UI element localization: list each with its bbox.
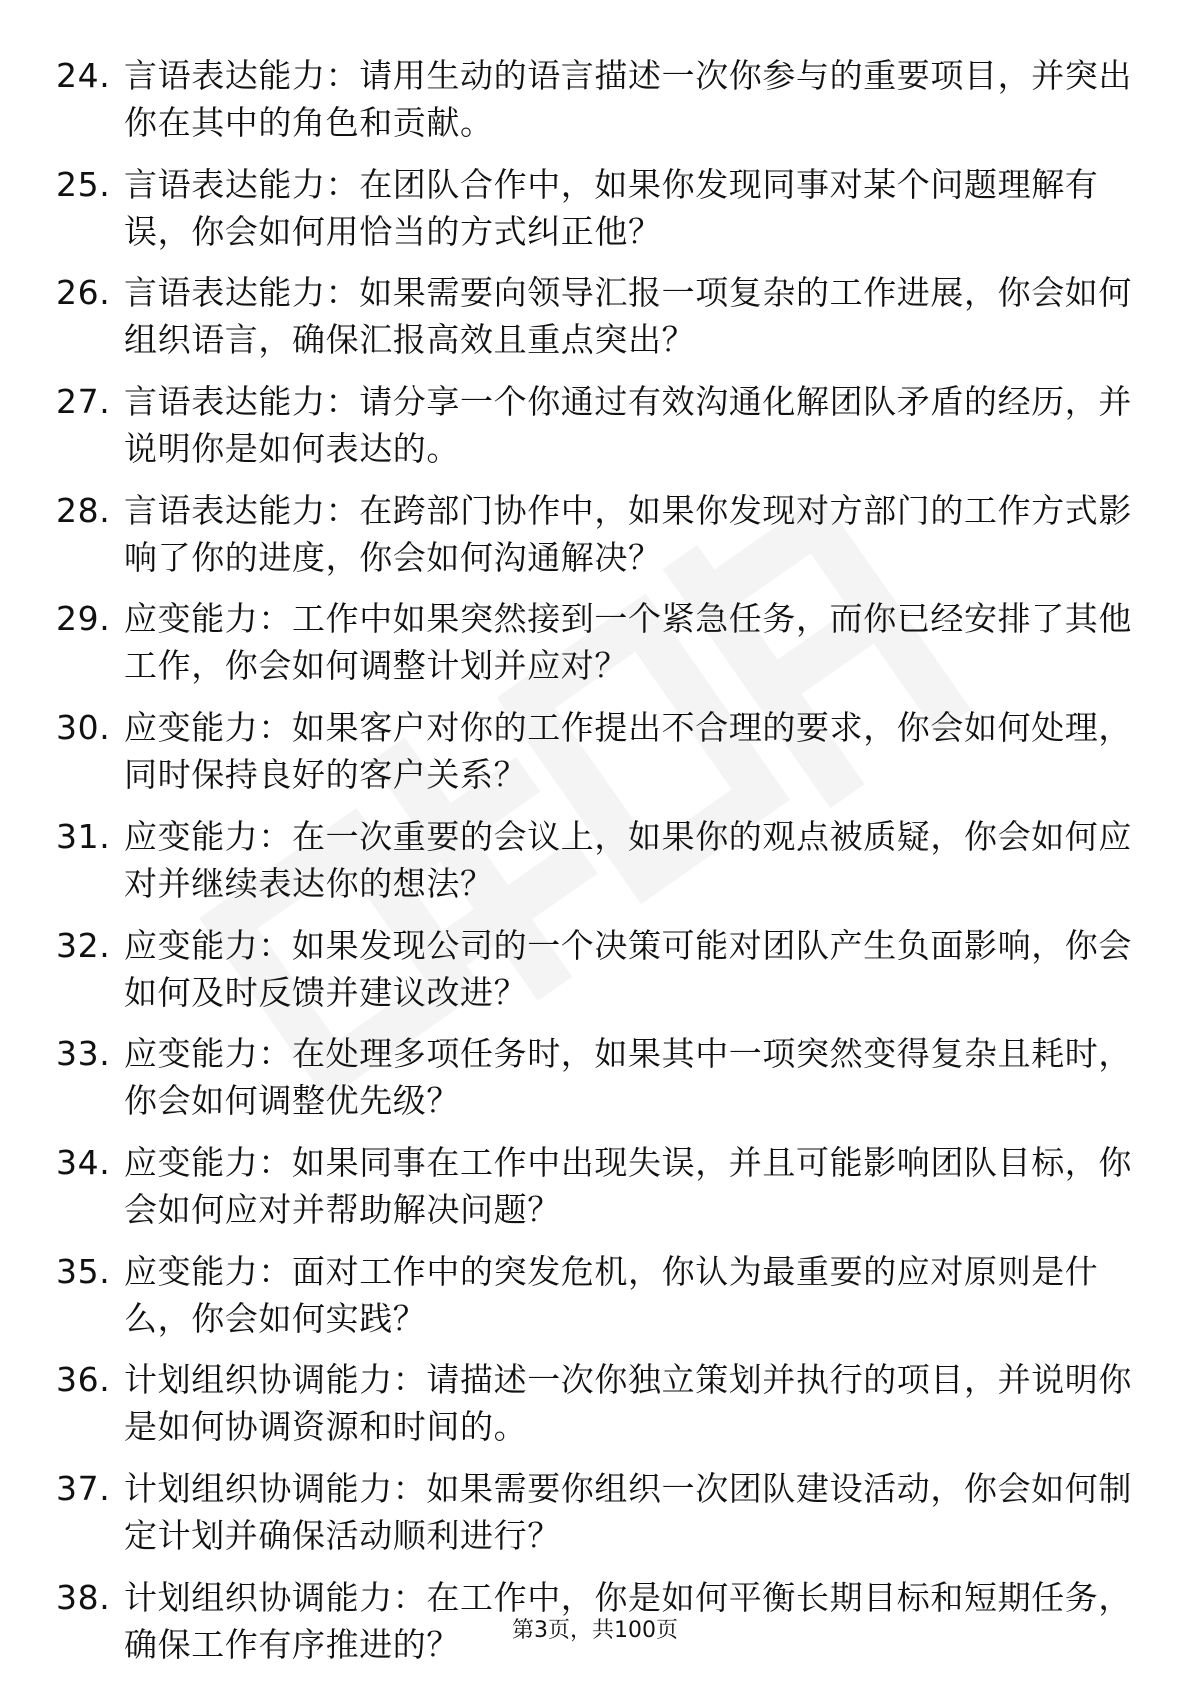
question-item: [56, 1465, 1136, 1559]
question-number: 32.: [56, 925, 111, 965]
question-number: 30.: [56, 708, 111, 748]
question-text: 应变能力：如果同事在工作中出现失误，并且可能影响团队目标，你会如何应对并帮助解决问题？: [124, 1142, 1132, 1229]
question-item: [56, 1139, 1136, 1233]
question-text: 言语表达能力：在跨部门协作中，如果你发现对方部门的工作方式影响了你的进度，你会如何沟通解决？: [124, 490, 1132, 577]
question-text: 言语表达能力：如果需要向领导汇报一项复杂的工作进展，你会如何组织语言，确保汇报高效且重点突出？: [124, 273, 1132, 360]
page-number-label: 第3页，共100页: [512, 1618, 678, 1643]
question-text: 应变能力：工作中如果突然接到一个紧急任务，而你已经安排了其他工作，你会如何调整计划并应对？: [124, 599, 1132, 686]
question-item: [56, 378, 1136, 472]
question-item: [56, 269, 1136, 363]
question-item: [56, 1356, 1136, 1450]
question-list: [56, 52, 1136, 1682]
question-item: [56, 922, 1136, 1016]
question-item: [56, 161, 1136, 255]
question-number: 33.: [56, 1034, 111, 1074]
question-text: 应变能力：面对工作中的突发危机，你认为最重要的应对原则是什么，你会如何实践？: [124, 1251, 1099, 1338]
question-item: [56, 487, 1136, 581]
question-text: 计划组织协调能力：请描述一次你独立策划并执行的项目，并说明你是如何协调资源和时间的。: [124, 1360, 1132, 1447]
question-number: 36.: [56, 1360, 111, 1400]
question-number: 31.: [56, 816, 111, 856]
question-number: 37.: [56, 1468, 111, 1508]
question-text: 计划组织协调能力：在工作中，你是如何平衡长期目标和短期任务，确保工作有序推进的？: [124, 1577, 1132, 1664]
question-item: [56, 52, 1136, 146]
question-item: [56, 595, 1136, 689]
page-footer: [0, 1616, 1190, 1646]
question-text: 言语表达能力：请分享一个你通过有效沟通化解团队矛盾的经历，并说明你是如何表达的。: [124, 382, 1132, 469]
question-text: 言语表达能力：请用生动的语言描述一次你参与的重要项目，并突出你在其中的角色和贡献。: [124, 56, 1132, 142]
question-number: 28.: [56, 490, 111, 530]
question-item: [56, 1030, 1136, 1124]
question-number: 27.: [56, 382, 111, 422]
question-item: [56, 704, 1136, 798]
question-text: 计划组织协调能力：如果需要你组织一次团队建设活动，你会如何制定计划并确保活动顺利进行？: [124, 1468, 1132, 1555]
question-number: 34.: [56, 1142, 111, 1182]
question-number: 26.: [56, 273, 111, 313]
question-number: 38.: [56, 1577, 111, 1617]
question-text: 言语表达能力：在团队合作中，如果你发现同事对某个问题理解有误，你会如何用恰当的方式纠正他？: [124, 164, 1099, 251]
question-number: 29.: [56, 599, 111, 639]
question-number: 24.: [56, 56, 111, 95]
question-item: [56, 813, 1136, 907]
question-text: 应变能力：在处理多项任务时，如果其中一项突然变得复杂且耗时，你会如何调整优先级？: [124, 1034, 1132, 1121]
question-item: [56, 1248, 1136, 1342]
question-number: 35.: [56, 1251, 111, 1291]
question-text: 应变能力：在一次重要的会议上，如果你的观点被质疑，你会如何应对并继续表达你的想法？: [124, 816, 1132, 903]
question-text: 应变能力：如果发现公司的一个决策可能对团队产生负面影响，你会如何及时反馈并建议改进？: [124, 925, 1132, 1012]
question-text: 应变能力：如果客户对你的工作提出不合理的要求，你会如何处理，同时保持良好的客户关系？: [124, 708, 1132, 795]
question-number: 25.: [56, 164, 111, 204]
